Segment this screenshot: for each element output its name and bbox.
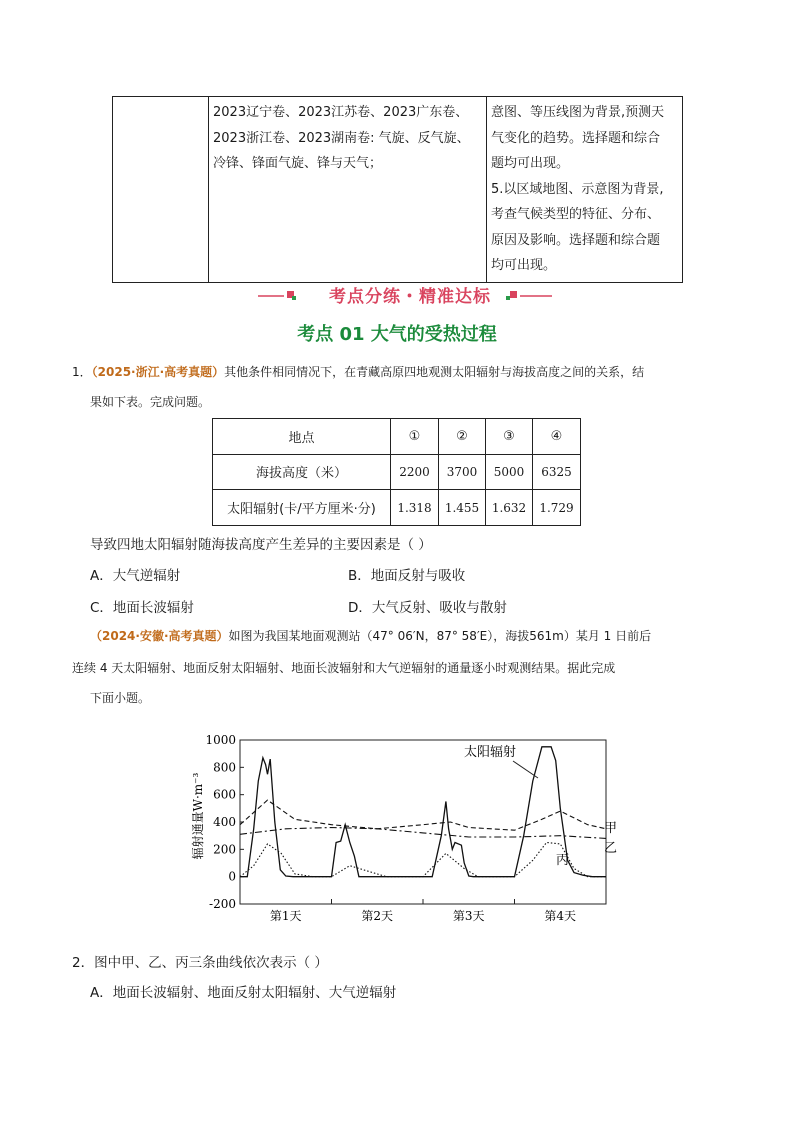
x-tick-label: 第3天 (452, 909, 485, 923)
table-cell: 1.318 (391, 490, 439, 526)
table-cell: 6325 (533, 454, 581, 490)
q1-stem: 导致四地太阳辐射随海拔高度产生差异的主要因素是（ ） (90, 537, 432, 553)
top-table-cell-2-line: 2023辽宁卷、2023江苏卷、2023广东卷、 (213, 105, 469, 120)
y-tick-label: 0 (228, 869, 236, 884)
q1-option-a[interactable]: A．大气逆辐射 (90, 568, 181, 584)
q1-source: （2025·浙江·高考真题） (91, 365, 225, 379)
y-tick-label: 1000 (205, 733, 236, 747)
top-table-cell-2-line: 冷锋、锋面气旋、锋与天气； (213, 156, 383, 171)
y-axis-label-group (191, 772, 205, 859)
table-cell: 1.729 (533, 490, 581, 526)
x-tick-label: 第4天 (544, 909, 577, 923)
top-table (112, 96, 683, 283)
y-tick-label: 800 (213, 760, 236, 775)
top-table-cell-3-line: 考查气候类型的特征、分布、 (491, 207, 661, 222)
q2-option-a[interactable]: A．地面长波辐射、地面反射太阳辐射、大气逆辐射 (90, 985, 397, 1001)
top-table-cell-2 (209, 97, 487, 283)
q2-intro-line1 (90, 628, 651, 644)
q2-intro-line2: 连续 4 天太阳辐射、地面反射太阳辐射、地面长波辐射和大气逆辐射的通量逐小时观测结果。据此完成 (72, 661, 616, 675)
y-tick-label: -200 (209, 897, 236, 911)
series-line-dashdot (240, 828, 606, 839)
x-tick-label: 第1天 (269, 909, 302, 923)
table-header-cell: ④ (533, 419, 581, 455)
top-table-cell-3-line: 均可出现。 (491, 258, 557, 273)
top-table-cell-3-line: 题均可出现。 (491, 156, 570, 171)
top-table-cell-3-line: 原因及影响。选择题和综合题 (491, 232, 661, 248)
q2-intro-line3: 下面小题。 (90, 691, 151, 705)
series-line-dotted (240, 843, 606, 877)
table-cell: 海拔高度（米） (213, 454, 391, 490)
annotation-jia: 甲 (604, 821, 618, 836)
series-line-dashed (240, 800, 606, 830)
y-axis-label: 辐射通量W·m⁻³ (191, 772, 205, 860)
x-tick-label: 第2天 (361, 909, 394, 923)
table-cell: 太阳辐射(卡/平方厘米·分) (213, 490, 391, 526)
q1-intro-line2: 果如下表。完成问题。 (90, 395, 211, 409)
top-table-cell-3 (487, 97, 683, 283)
table-header-cell: ② (439, 419, 486, 455)
banner-title: 考点分练・精准达标 (329, 287, 491, 307)
top-table-cell-3-line: 气变化的趋势。选择题和综合 (491, 130, 661, 146)
q1-option-c[interactable]: C．地面长波辐射 (90, 600, 194, 616)
top-table-cell-3-line: 5.以区域地图、示意图为背景, (491, 181, 664, 197)
series-line-solid (240, 747, 606, 877)
section-title: 考点 01 大气的受热过程 (297, 324, 497, 345)
annotation-yi: 乙 (604, 841, 618, 856)
top-table-cell-3-line: 意图、等压线图为背景,预测天 (491, 105, 665, 120)
q1-option-d[interactable]: D．大气反射、吸收与散射 (348, 600, 507, 616)
table-cell: 1.455 (439, 490, 486, 526)
q1-option-b[interactable]: B．地面反射与吸收 (348, 568, 466, 584)
annotation-solar: 太阳辐射 (464, 745, 517, 760)
q2-intro: 如图为我国某地面观测站（47° 06′N，87° 58′E），海拔561m）某月 1 日前后 (228, 629, 652, 643)
q1-intro-line1 (72, 364, 644, 380)
q1-intro: 其他条件相同情况下，在青藏高原四地观测太阳辐射与海拔高度之间的关系，结 (224, 365, 645, 379)
table-header-cell: 地点 (213, 419, 391, 455)
table-cell: 5000 (486, 454, 533, 490)
top-table-cell-2-line: 2023浙江卷、2023湖南卷: 气旋、反气旋、 (213, 130, 470, 146)
radiation-chart (188, 728, 618, 928)
q2-stem: 2．图中甲、乙、丙三条曲线依次表示（ ） (72, 955, 328, 971)
top-table-cell-1 (113, 97, 209, 283)
q1-data-table (212, 418, 581, 526)
y-tick-label: 400 (213, 815, 236, 829)
plot-frame (240, 740, 606, 904)
table-header-cell: ① (391, 419, 439, 455)
q1-number: 1． (72, 365, 92, 379)
table-cell: 2200 (391, 454, 439, 490)
y-tick-label: 600 (213, 787, 236, 802)
table-header-cell: ③ (486, 419, 533, 455)
y-tick-label: 200 (213, 842, 236, 857)
table-cell: 1.632 (486, 490, 533, 526)
q2-source: （2024·安徽·高考真题） (90, 629, 229, 643)
table-cell: 3700 (439, 454, 486, 490)
annotation-solar-pointer (513, 761, 538, 778)
annotation-bing: 丙 (556, 853, 570, 868)
